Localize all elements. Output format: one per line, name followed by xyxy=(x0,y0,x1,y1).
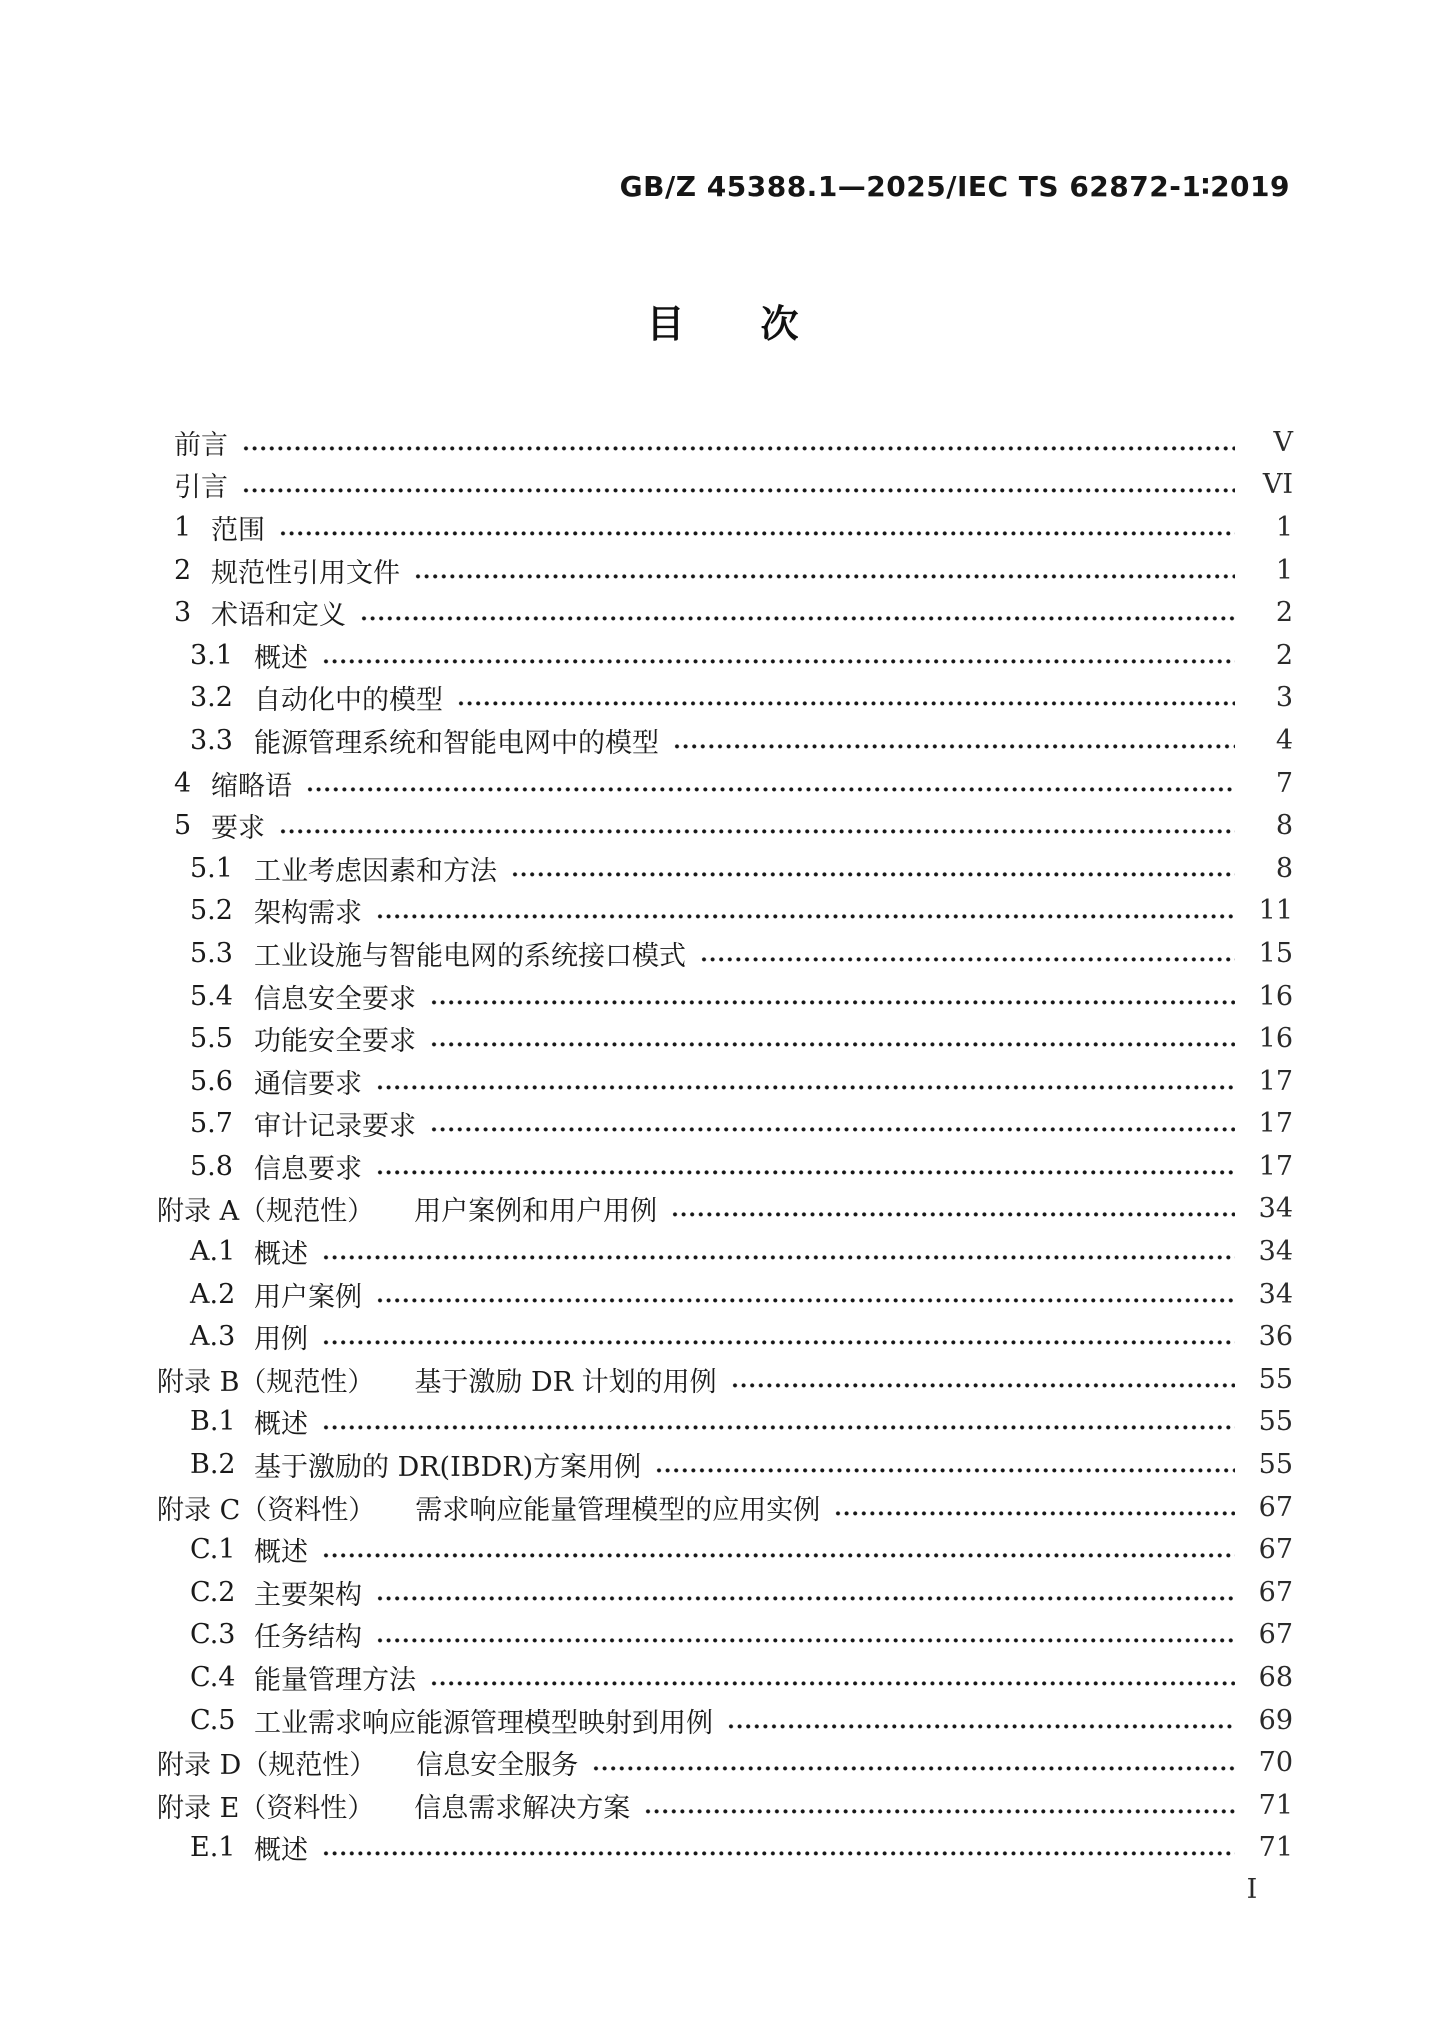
dot-leader-icon xyxy=(376,1298,1235,1303)
dot-leader-icon xyxy=(322,1425,1235,1430)
dot-leader-icon xyxy=(360,616,1235,621)
toc-entry xyxy=(157,1188,1293,1231)
toc-entry-number: 5.2 xyxy=(190,895,233,927)
toc-entry-label: 概述 xyxy=(254,1239,308,1271)
toc-entry-label: 工业考虑因素和方法 xyxy=(254,855,497,887)
toc-entry-label: 范围 xyxy=(211,514,265,546)
toc-entry-page: 1 xyxy=(1275,511,1293,543)
toc-entry xyxy=(157,591,1293,634)
toc-entry-page: 55 xyxy=(1258,1363,1293,1395)
toc-entry-page: 17 xyxy=(1258,1108,1293,1140)
toc-entry-number: 4 xyxy=(174,767,192,799)
page-title: 目 次 xyxy=(646,301,799,346)
dot-leader-icon xyxy=(430,1000,1235,1005)
dot-leader-icon xyxy=(322,1553,1235,1558)
footer-page-number: I xyxy=(1246,1874,1258,1905)
toc-entry-number: 附录 E（资料性） xyxy=(157,1792,375,1824)
dot-leader-icon xyxy=(644,1809,1235,1814)
dot-leader-icon xyxy=(731,1383,1235,1388)
toc-entry-label: 基于激励的 DR(IBDR)方案用例 xyxy=(254,1452,642,1484)
toc-entry-page: 69 xyxy=(1258,1704,1293,1736)
toc-entry-page: 2 xyxy=(1275,639,1293,671)
toc-entry-page: 67 xyxy=(1258,1576,1293,1608)
toc-entry-label: 工业需求响应能源管理模型映射到用例 xyxy=(254,1707,713,1739)
toc-entry-label: 架构需求 xyxy=(254,898,362,930)
toc-entry-page: 8 xyxy=(1275,810,1293,842)
dot-leader-icon xyxy=(700,957,1235,962)
toc-entry-number: A.3 xyxy=(190,1321,236,1353)
toc-entry-label: 能量管理方法 xyxy=(254,1665,416,1697)
toc-entry-number: 5.7 xyxy=(190,1108,233,1140)
toc-entry-page: 34 xyxy=(1258,1193,1293,1225)
dot-leader-icon xyxy=(673,744,1235,749)
toc-entry xyxy=(157,634,1293,677)
toc-entry-page: 17 xyxy=(1258,1150,1293,1182)
toc-entry-number: E.1 xyxy=(190,1832,236,1864)
dot-leader-icon xyxy=(655,1468,1235,1473)
toc-entry-number: B.1 xyxy=(190,1406,236,1438)
toc-entry xyxy=(157,1571,1293,1614)
dot-leader-icon xyxy=(322,1340,1235,1345)
toc-entry xyxy=(157,1443,1293,1486)
toc-entry xyxy=(157,1784,1293,1827)
dot-leader-icon xyxy=(457,701,1235,706)
toc-entry-label: 功能安全要求 xyxy=(254,1026,416,1058)
toc-entry-page: 70 xyxy=(1258,1747,1293,1779)
dot-leader-icon xyxy=(727,1724,1235,1729)
toc-entry xyxy=(157,719,1293,762)
toc-entry-page: 34 xyxy=(1258,1236,1293,1268)
toc-entry-page: 34 xyxy=(1258,1278,1293,1310)
toc-entry-page: 68 xyxy=(1258,1662,1293,1694)
toc-entry-number: 3.3 xyxy=(190,724,233,756)
toc-entry xyxy=(157,975,1293,1018)
toc-entry-page: 36 xyxy=(1258,1321,1293,1353)
toc-entry-page: 8 xyxy=(1275,852,1293,884)
toc-entry xyxy=(157,1230,1293,1273)
toc-entry-page: 55 xyxy=(1258,1406,1293,1438)
toc-entry-label: 需求响应能量管理模型的应用实例 xyxy=(415,1494,821,1526)
toc-entry-page: V xyxy=(1273,426,1293,458)
toc-entry-page: 15 xyxy=(1258,937,1293,969)
dot-leader-icon xyxy=(376,1170,1235,1175)
toc-entry-number: 5.3 xyxy=(190,937,233,969)
toc-entry-label: 术语和定义 xyxy=(211,600,346,632)
dot-leader-icon xyxy=(511,872,1235,877)
dot-leader-icon xyxy=(430,1127,1235,1132)
toc-entry-label: 概述 xyxy=(254,1409,308,1441)
toc-entry-number: B.2 xyxy=(190,1449,236,1481)
dot-leader-icon xyxy=(430,1042,1235,1047)
toc-entry-number: C.3 xyxy=(190,1619,236,1651)
toc-entry-number: 附录 A（规范性） xyxy=(157,1196,375,1228)
toc-entry-number: 5.8 xyxy=(190,1150,233,1182)
toc-entry-label: 信息要求 xyxy=(254,1153,362,1185)
toc-entry-number: 5 xyxy=(174,810,192,842)
toc-entry-label: 缩略语 xyxy=(211,770,292,802)
toc-entry xyxy=(157,1103,1293,1146)
toc-entry-label: 规范性引用文件 xyxy=(211,557,400,589)
dot-leader-icon xyxy=(376,914,1235,919)
toc-entry xyxy=(157,464,1293,507)
dot-leader-icon xyxy=(242,446,1235,451)
toc-entry-label: 信息安全要求 xyxy=(254,983,416,1015)
toc-entry-page: 4 xyxy=(1275,724,1293,756)
dot-leader-icon xyxy=(592,1766,1235,1771)
dot-leader-icon xyxy=(376,1596,1235,1601)
toc-entry-number: C.4 xyxy=(190,1662,236,1694)
dot-leader-icon xyxy=(376,1085,1235,1090)
toc-entry xyxy=(157,1699,1293,1742)
toc-entry-label: 自动化中的模型 xyxy=(254,685,443,717)
dot-leader-icon xyxy=(306,787,1235,792)
toc-entry-page: 2 xyxy=(1275,597,1293,629)
toc-entry-label: 任务结构 xyxy=(254,1622,362,1654)
toc-entry-page: 71 xyxy=(1258,1832,1293,1864)
dot-leader-icon xyxy=(430,1681,1235,1686)
toc-entry-page: 71 xyxy=(1258,1789,1293,1821)
toc-entry-label: 用户案例 xyxy=(254,1281,362,1313)
toc-entry-number: 1 xyxy=(174,511,192,543)
dot-leader-icon xyxy=(279,829,1235,834)
toc-entry xyxy=(157,1145,1293,1188)
toc-entry-label: 主要架构 xyxy=(254,1579,362,1611)
toc-entry xyxy=(157,1060,1293,1103)
toc-entry xyxy=(157,1401,1293,1444)
toc-entry-page: 1 xyxy=(1275,554,1293,586)
dot-leader-icon xyxy=(414,574,1235,579)
toc-entry-number: 附录 C（资料性） xyxy=(157,1494,376,1526)
toc-entry-label: 概述 xyxy=(254,1537,308,1569)
toc-entry xyxy=(157,932,1293,975)
toc-entry xyxy=(157,506,1293,549)
toc-entry-number: 3 xyxy=(174,597,192,629)
toc-entry-page: 16 xyxy=(1258,1023,1293,1055)
toc-entry xyxy=(157,1273,1293,1316)
toc-entry xyxy=(157,1656,1293,1699)
toc-entry-number: 2 xyxy=(174,554,192,586)
toc-entry xyxy=(157,1827,1293,1870)
toc-entry-page: VI xyxy=(1262,469,1293,501)
toc-entry xyxy=(157,1486,1293,1529)
toc-entry xyxy=(157,847,1293,890)
dot-leader-icon xyxy=(322,659,1235,664)
toc-entry-label: 基于激励 DR 计划的用例 xyxy=(414,1366,717,1398)
toc-entry-label: 用户案例和用户用例 xyxy=(414,1196,658,1228)
toc-entry xyxy=(157,1614,1293,1657)
toc-entry xyxy=(157,890,1293,933)
toc-entry-page: 16 xyxy=(1258,980,1293,1012)
toc-entry xyxy=(157,1358,1293,1401)
toc-entry-page: 67 xyxy=(1258,1534,1293,1566)
toc-entry-label: 工业设施与智能电网的系统接口模式 xyxy=(254,940,686,972)
toc-entry xyxy=(157,549,1293,592)
toc-entry-number: 5.6 xyxy=(190,1065,233,1097)
toc-entry-label: 信息需求解决方案 xyxy=(414,1792,631,1824)
toc-entry-number: C.5 xyxy=(190,1704,236,1736)
toc-entry-page: 55 xyxy=(1258,1449,1293,1481)
toc-entry-label: 用例 xyxy=(254,1324,308,1356)
toc-entry-number: 5.1 xyxy=(190,852,233,884)
toc-entry-label: 概述 xyxy=(254,1835,308,1867)
toc-entry-number: 附录 D（规范性） xyxy=(157,1750,377,1782)
toc-entry-page: 11 xyxy=(1258,895,1293,927)
toc-entry-label: 通信要求 xyxy=(254,1068,362,1100)
toc-entry-number: 附录 B（规范性） xyxy=(157,1366,375,1398)
table-of-contents xyxy=(157,421,1293,1869)
toc-entry xyxy=(157,1315,1293,1358)
toc-entry-label: 审计记录要求 xyxy=(254,1111,416,1143)
dot-leader-icon xyxy=(376,1638,1235,1643)
dot-leader-icon xyxy=(242,488,1235,493)
toc-entry xyxy=(157,762,1293,805)
toc-entry xyxy=(157,421,1293,464)
toc-entry xyxy=(157,1528,1293,1571)
toc-entry-page: 3 xyxy=(1275,682,1293,714)
dot-leader-icon xyxy=(279,531,1235,536)
toc-entry-number: C.2 xyxy=(190,1576,236,1608)
toc-entry-label: 能源管理系统和智能电网中的模型 xyxy=(254,727,659,759)
standard-number: GB/Z 45388.1—2025/IEC TS 62872-1∶2019 xyxy=(619,170,1290,203)
toc-entry xyxy=(157,804,1293,847)
toc-entry-page: 67 xyxy=(1258,1619,1293,1651)
toc-entry-number: 5.4 xyxy=(190,980,233,1012)
toc-entry-number: A.1 xyxy=(190,1236,236,1268)
toc-entry-number: 3.2 xyxy=(190,682,233,714)
toc-entry-number: 5.5 xyxy=(190,1023,233,1055)
toc-entry-label: 信息安全服务 xyxy=(416,1750,579,1782)
toc-entry-number: A.2 xyxy=(190,1278,236,1310)
toc-entry-page: 67 xyxy=(1258,1491,1293,1523)
toc-entry-label: 前言 xyxy=(174,429,228,461)
dot-leader-icon xyxy=(834,1511,1235,1516)
toc-entry-label: 引言 xyxy=(174,472,228,504)
toc-entry-number: C.1 xyxy=(190,1534,236,1566)
toc-entry-page: 17 xyxy=(1258,1065,1293,1097)
dot-leader-icon xyxy=(322,1851,1235,1856)
toc-entry-page: 7 xyxy=(1275,767,1293,799)
dot-leader-icon xyxy=(671,1212,1235,1217)
toc-entry-label: 概述 xyxy=(254,642,308,674)
toc-entry-label: 要求 xyxy=(211,813,265,845)
toc-entry xyxy=(157,677,1293,720)
toc-entry xyxy=(157,1741,1293,1784)
toc-entry-number: 3.1 xyxy=(190,639,233,671)
dot-leader-icon xyxy=(322,1255,1235,1260)
toc-entry xyxy=(157,1017,1293,1060)
